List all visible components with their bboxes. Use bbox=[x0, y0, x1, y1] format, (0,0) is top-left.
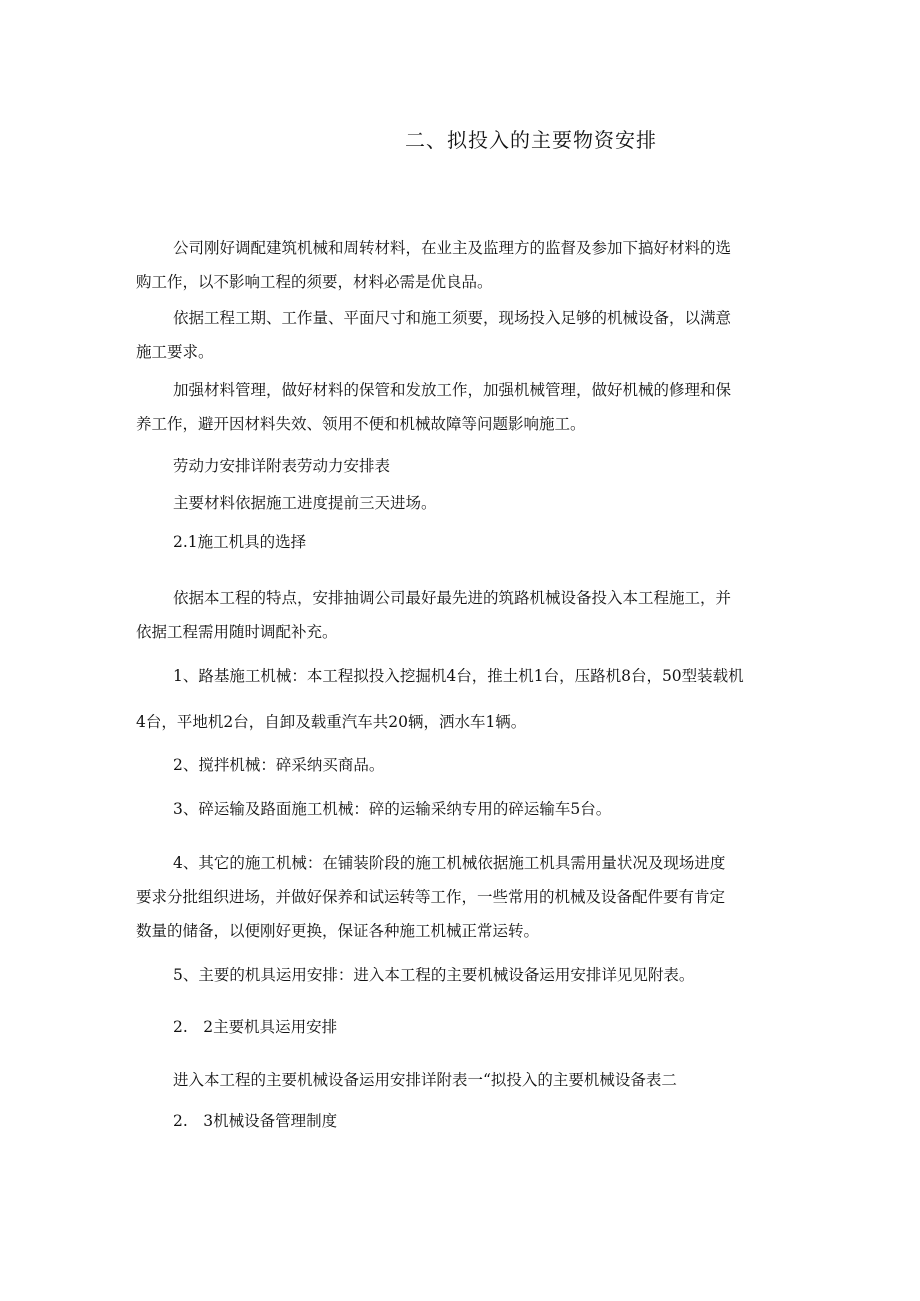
paragraph-8 bbox=[136, 659, 788, 739]
paragraph-line: 依据工程工期、工作量、平面尺寸和施工须要，现场投入足够的机械设备，以满意 bbox=[173, 309, 732, 327]
paragraph-line: 主要材料依据施工进度提前三天进场。 bbox=[173, 494, 437, 512]
paragraph-line: 4、其它的施工机械：在铺装阶段的施工机械依据施工机具需用量状况及现场进度 bbox=[173, 854, 726, 872]
paragraph-4 bbox=[173, 449, 788, 483]
paragraph-line: 要求分批组织进场，并做好保养和试运转等工作，一些常用的机械及设备配件要有肯定 bbox=[136, 888, 726, 906]
paragraph-line: 购工作，以不影响工程的须要，材料必需是优良品。 bbox=[136, 273, 493, 291]
paragraph-line: 进入本工程的主要机械设备运用安排详附表一“拟投入的主要机械设备表二 bbox=[173, 1071, 677, 1089]
paragraph-line: 养工作，避开因材料失效、领用不便和机械故障等问题影响施工。 bbox=[136, 415, 586, 433]
paragraph-7 bbox=[136, 581, 788, 649]
paragraph-9 bbox=[173, 748, 788, 782]
paragraph-line: 依据工程需用随时调配补充。 bbox=[136, 623, 338, 641]
section-heading-2-3 bbox=[173, 1104, 788, 1138]
paragraph-5 bbox=[173, 486, 788, 520]
paragraph-line: 4台，平地机2台，自卸及载重汽车共20辆，洒水车1辆。 bbox=[136, 713, 527, 731]
paragraph-line: 依据本工程的特点，安排抽调公司最好最先进的筑路机械设备投入本工程施工，并 bbox=[173, 589, 732, 607]
paragraph-line: 2.1施工机具的选择 bbox=[173, 533, 307, 551]
paragraph-line: 5、主要的机具运用安排：进入本工程的主要机械设备运用安排详见见附表。 bbox=[173, 966, 695, 984]
paragraph-line: 2. 2主要机具运用安排 bbox=[173, 1018, 338, 1036]
paragraph-14 bbox=[173, 1063, 788, 1097]
paragraph-10 bbox=[173, 792, 788, 826]
paragraph-line: 2. 3机械设备管理制度 bbox=[173, 1112, 338, 1130]
paragraph-line: 数量的储备，以便刚好更换，保证各种施工机械正常运转。 bbox=[136, 922, 540, 940]
paragraph-line: 劳动力安排详附表劳动力安排表 bbox=[173, 457, 391, 475]
paragraph-line: 1、路基施工机械：本工程拟投入挖掘机4台，推土机1台，压路机8台，50型装载机 bbox=[173, 667, 744, 685]
paragraph-line: 加强材料管理，做好材料的保管和发放工作，加强机械管理，做好机械的修理和保 bbox=[173, 381, 732, 399]
paragraph-2 bbox=[136, 301, 788, 369]
page-title: 二、拟投入的主要物资安排 bbox=[405, 128, 657, 152]
paragraph-line: 3、碎运输及路面施工机械：碎的运输采纳专用的碎运输车5台。 bbox=[173, 800, 612, 818]
paragraph-line: 2、搅拌机械：碎采纳买商品。 bbox=[173, 756, 385, 774]
paragraph-line: 施工要求。 bbox=[136, 343, 214, 361]
paragraph-1 bbox=[136, 231, 788, 299]
paragraph-12 bbox=[173, 958, 788, 992]
section-heading-2-2 bbox=[173, 1010, 788, 1044]
section-heading-2-1 bbox=[173, 525, 788, 559]
paragraph-3 bbox=[136, 373, 788, 441]
paragraph-11 bbox=[136, 846, 788, 948]
paragraph-line: 公司刚好调配建筑机械和周转材料，在业主及监理方的监督及参加下搞好材料的选 bbox=[173, 239, 732, 257]
